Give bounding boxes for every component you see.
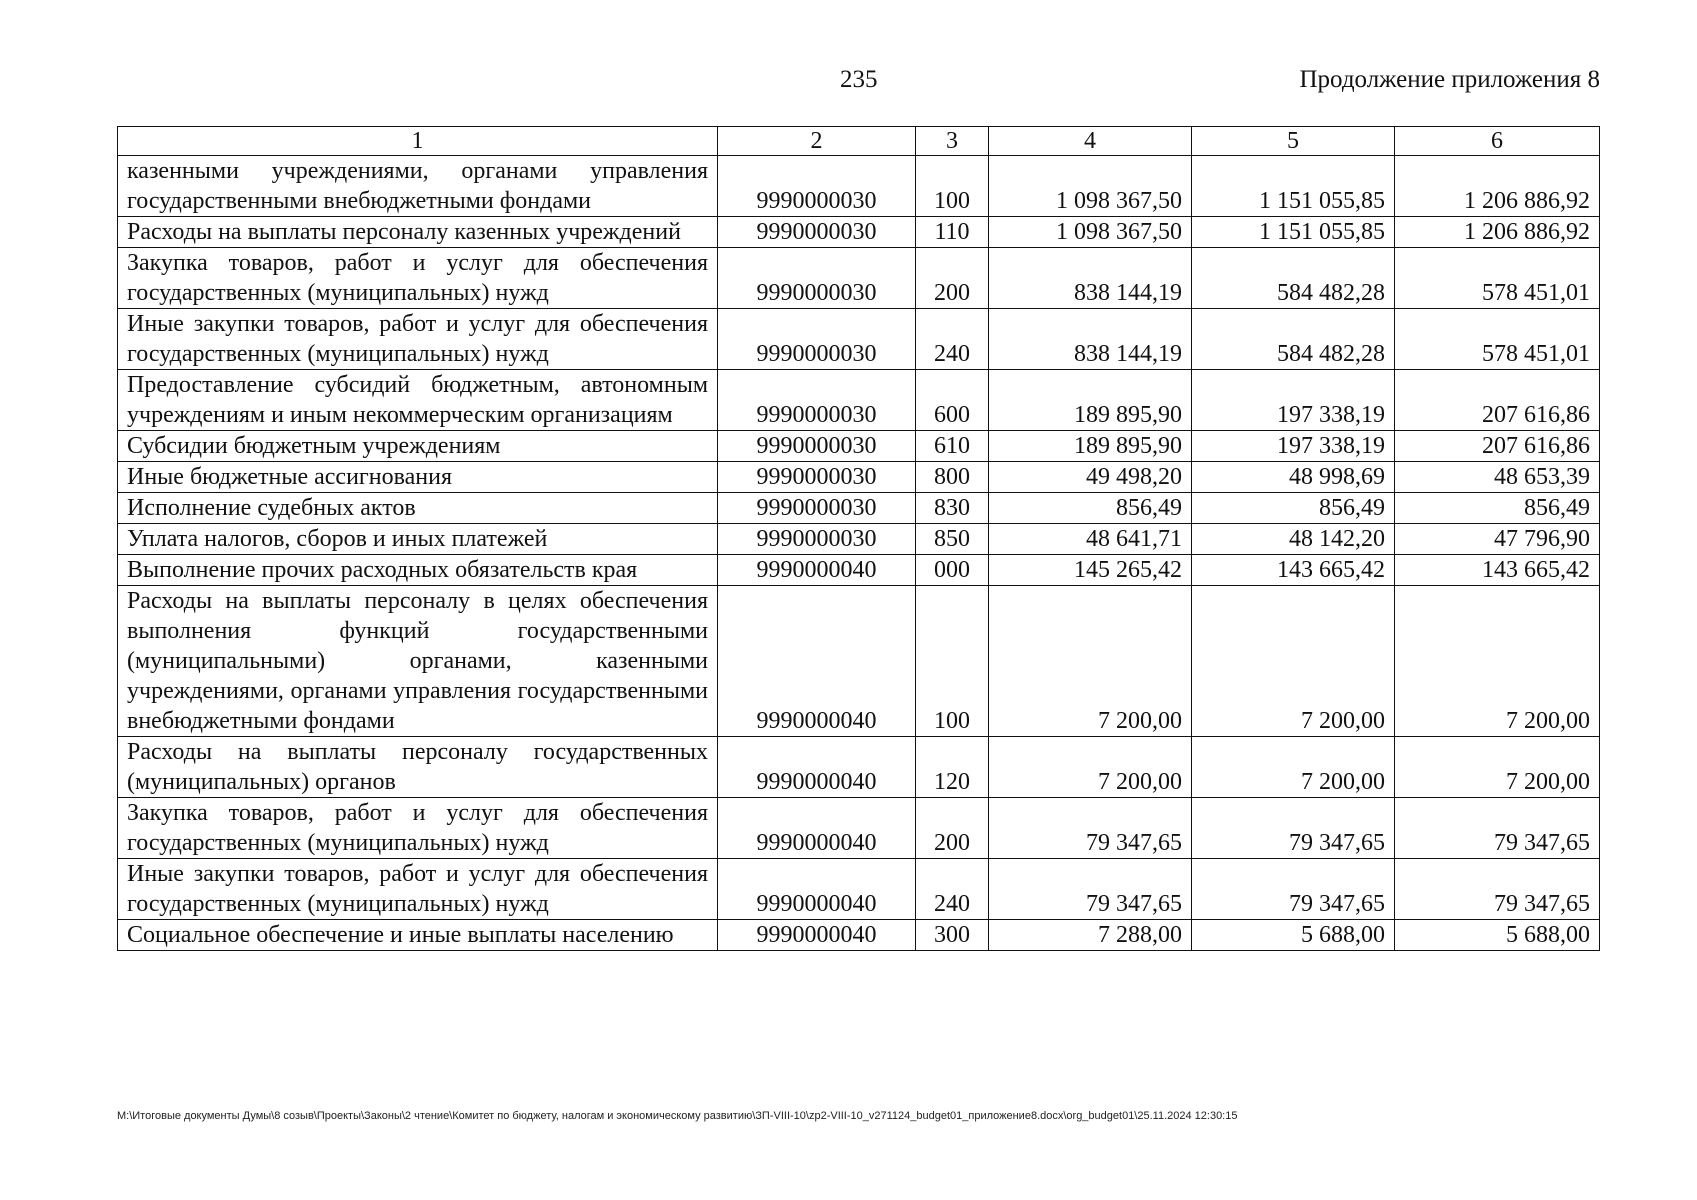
expense-name-cell: Иные бюджетные ассигнования — [118, 462, 718, 493]
amount-year2-cell: 7 200,00 — [1192, 737, 1395, 798]
table-row — [118, 586, 1600, 737]
expense-name-cell: Расходы на выплаты персоналу государственных (муниципальных) органов — [118, 737, 718, 798]
expense-type-cell: 610 — [916, 431, 989, 462]
amount-year3-cell: 79 347,65 — [1395, 798, 1600, 859]
amount-year1-cell: 48 641,71 — [989, 524, 1192, 555]
footer-file-path: M:\Итоговые документы Думы\8 созыв\Проекты\Законы\2 чтение\Комитет по бюджету, налогам и экономическому развитию\ЗП-VIII-10\zp2-VIII-10_v271124_budget01_приложение8.docx\org_budget01\25.11.2024 12:30:15 — [117, 1110, 1238, 1122]
amount-year2-cell: 1 151 055,85 — [1192, 217, 1395, 248]
expense-name-cell: Расходы на выплаты персоналу казенных учреждений — [118, 217, 718, 248]
expense-type-cell: 850 — [916, 524, 989, 555]
target-code-cell: 9990000040 — [718, 586, 916, 737]
amount-year2-cell: 79 347,65 — [1192, 859, 1395, 920]
column-header-2: 2 — [718, 127, 916, 156]
table-row — [118, 737, 1600, 798]
table-row — [118, 309, 1600, 370]
target-code-cell: 9990000030 — [718, 493, 916, 524]
amount-year2-cell: 143 665,42 — [1192, 555, 1395, 586]
target-code-cell: 9990000040 — [718, 798, 916, 859]
expense-type-cell: 200 — [916, 248, 989, 309]
target-code-cell: 9990000030 — [718, 431, 916, 462]
expense-name-cell: Иные закупки товаров, работ и услуг для обеспечения государственных (муниципальных) нужд — [118, 309, 718, 370]
column-header-5: 5 — [1192, 127, 1395, 156]
table-row — [118, 248, 1600, 309]
amount-year1-cell: 79 347,65 — [989, 798, 1192, 859]
column-header-1: 1 — [118, 127, 718, 156]
expense-name-cell: Закупка товаров, работ и услуг для обеспечения государственных (муниципальных) нужд — [118, 248, 718, 309]
amount-year1-cell: 189 895,90 — [989, 431, 1192, 462]
table-row — [118, 156, 1600, 217]
column-header-6: 6 — [1395, 127, 1600, 156]
target-code-cell: 9990000030 — [718, 248, 916, 309]
amount-year3-cell: 1 206 886,92 — [1395, 217, 1600, 248]
amount-year3-cell: 48 653,39 — [1395, 462, 1600, 493]
target-code-cell: 9990000030 — [718, 217, 916, 248]
amount-year3-cell: 47 796,90 — [1395, 524, 1600, 555]
expense-type-cell: 100 — [916, 156, 989, 217]
amount-year1-cell: 1 098 367,50 — [989, 217, 1192, 248]
expense-name-cell: Уплата налогов, сборов и иных платежей — [118, 524, 718, 555]
target-code-cell: 9990000030 — [718, 370, 916, 431]
amount-year1-cell: 838 144,19 — [989, 248, 1192, 309]
amount-year2-cell: 79 347,65 — [1192, 798, 1395, 859]
target-code-cell: 9990000040 — [718, 859, 916, 920]
amount-year1-cell: 838 144,19 — [989, 309, 1192, 370]
column-header-3: 3 — [916, 127, 989, 156]
amount-year1-cell: 7 288,00 — [989, 920, 1192, 951]
table-row — [118, 555, 1600, 586]
table-row — [118, 920, 1600, 951]
expense-name-cell: Исполнение судебных актов — [118, 493, 718, 524]
expense-name-cell: Субсидии бюджетным учреждениям — [118, 431, 718, 462]
amount-year2-cell: 584 482,28 — [1192, 309, 1395, 370]
amount-year2-cell: 1 151 055,85 — [1192, 156, 1395, 217]
amount-year3-cell: 207 616,86 — [1395, 370, 1600, 431]
expense-name-cell: Закупка товаров, работ и услуг для обеспечения государственных (муниципальных) нужд — [118, 798, 718, 859]
table-row — [118, 370, 1600, 431]
amount-year3-cell: 143 665,42 — [1395, 555, 1600, 586]
expense-type-cell: 240 — [916, 309, 989, 370]
amount-year2-cell: 48 142,20 — [1192, 524, 1395, 555]
table-row — [118, 493, 1600, 524]
table-row — [118, 462, 1600, 493]
expense-type-cell: 830 — [916, 493, 989, 524]
amount-year2-cell: 197 338,19 — [1192, 431, 1395, 462]
target-code-cell: 9990000030 — [718, 309, 916, 370]
amount-year3-cell: 856,49 — [1395, 493, 1600, 524]
expense-type-cell: 800 — [916, 462, 989, 493]
amount-year3-cell: 7 200,00 — [1395, 737, 1600, 798]
target-code-cell: 9990000040 — [718, 555, 916, 586]
amount-year1-cell: 189 895,90 — [989, 370, 1192, 431]
target-code-cell: 9990000030 — [718, 156, 916, 217]
table-body — [118, 156, 1600, 951]
amount-year2-cell: 5 688,00 — [1192, 920, 1395, 951]
amount-year2-cell: 7 200,00 — [1192, 586, 1395, 737]
expense-name-cell: казенными учреждениями, органами управления государственными внебюджетными фондами — [118, 156, 718, 217]
amount-year2-cell: 584 482,28 — [1192, 248, 1395, 309]
target-code-cell: 9990000030 — [718, 462, 916, 493]
amount-year3-cell: 207 616,86 — [1395, 431, 1600, 462]
amount-year1-cell: 7 200,00 — [989, 737, 1192, 798]
expense-type-cell: 600 — [916, 370, 989, 431]
amount-year1-cell: 856,49 — [989, 493, 1192, 524]
expense-name-cell: Социальное обеспечение и иные выплаты населению — [118, 920, 718, 951]
expense-type-cell: 000 — [916, 555, 989, 586]
amount-year3-cell: 7 200,00 — [1395, 586, 1600, 737]
amount-year1-cell: 7 200,00 — [989, 586, 1192, 737]
table-row — [118, 524, 1600, 555]
expense-name-cell: Расходы на выплаты персоналу в целях обеспечения выполнения функций государственными (муниципальными) органами, казенными учреждениями, органами управления государственными внебюджетными фондами — [118, 586, 718, 737]
expense-type-cell: 300 — [916, 920, 989, 951]
table-row — [118, 859, 1600, 920]
target-code-cell: 9990000040 — [718, 737, 916, 798]
amount-year3-cell: 79 347,65 — [1395, 859, 1600, 920]
expense-type-cell: 110 — [916, 217, 989, 248]
amount-year2-cell: 856,49 — [1192, 493, 1395, 524]
expense-type-cell: 120 — [916, 737, 989, 798]
amount-year1-cell: 49 498,20 — [989, 462, 1192, 493]
table-row — [118, 431, 1600, 462]
amount-year3-cell: 1 206 886,92 — [1395, 156, 1600, 217]
page-number: 235 — [840, 66, 878, 93]
expense-type-cell: 200 — [916, 798, 989, 859]
amount-year3-cell: 578 451,01 — [1395, 248, 1600, 309]
amount-year2-cell: 48 998,69 — [1192, 462, 1395, 493]
expense-name-cell: Иные закупки товаров, работ и услуг для обеспечения государственных (муниципальных) нужд — [118, 859, 718, 920]
budget-table — [117, 126, 1600, 951]
amount-year1-cell: 145 265,42 — [989, 555, 1192, 586]
amount-year1-cell: 1 098 367,50 — [989, 156, 1192, 217]
amount-year1-cell: 79 347,65 — [989, 859, 1192, 920]
amount-year2-cell: 197 338,19 — [1192, 370, 1395, 431]
expense-type-cell: 100 — [916, 586, 989, 737]
amount-year3-cell: 578 451,01 — [1395, 309, 1600, 370]
expense-name-cell: Предоставление субсидий бюджетным, автономным учреждениям и иным некоммерческим организациям — [118, 370, 718, 431]
column-number-row — [118, 127, 1600, 156]
table-row — [118, 798, 1600, 859]
target-code-cell: 9990000040 — [718, 920, 916, 951]
column-header-4: 4 — [989, 127, 1192, 156]
target-code-cell: 9990000030 — [718, 524, 916, 555]
amount-year3-cell: 5 688,00 — [1395, 920, 1600, 951]
table-row — [118, 217, 1600, 248]
expense-type-cell: 240 — [916, 859, 989, 920]
appendix-continuation-note: Продолжение приложения 8 — [1299, 66, 1600, 93]
expense-name-cell: Выполнение прочих расходных обязательств края — [118, 555, 718, 586]
